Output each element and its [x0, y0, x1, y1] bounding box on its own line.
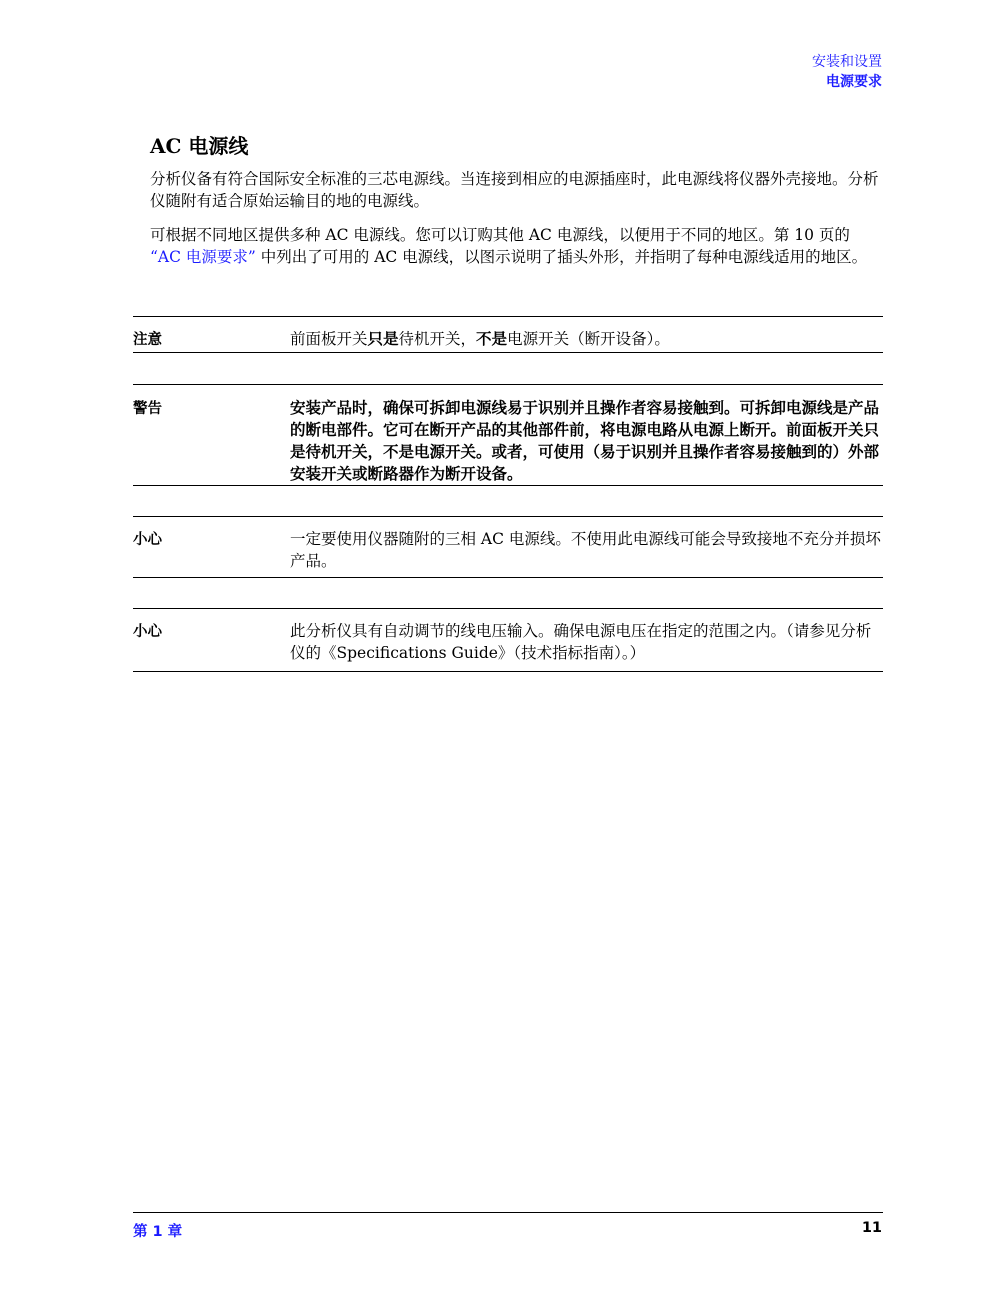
- caution-text: 一定要使用仪器随附的三相 AC 电源线。不使用此电源线可能会导致接地不充分并损坏产品。: [290, 530, 881, 570]
- paragraph-power-cord-intro: 分析仪备有符合国际安全标准的三芯电源线。当连接到相应的电源插座时，此电源线将仪器外壳接地。分析仪随附有适合原始运输目的地的电源线。: [150, 170, 879, 210]
- footer-divider: [133, 1212, 883, 1213]
- note-text-part: 电源开关（断开设备）。: [507, 330, 670, 348]
- header-subsection: 电源要求: [826, 74, 882, 90]
- para2-text-before: 可根据不同地区提供多种 AC 电源线。您可以订购其他 AC 电源线，以便用于不同的地区。第 10 页的: [150, 226, 850, 244]
- warning-block: [133, 384, 883, 486]
- paragraph-power-cord-options: [150, 224, 885, 268]
- para2-text-after: 中列出了可用的 AC 电源线，以图示说明了插头外形，并指明了每种电源线适用的地区。: [255, 248, 868, 266]
- note-text: [290, 328, 885, 350]
- running-header: [812, 52, 882, 92]
- note-block: [133, 316, 883, 353]
- note-text-part: 前面板开关: [290, 330, 368, 348]
- caution-block-power-cord: [133, 516, 883, 578]
- warning-text: 安装产品时，确保可拆卸电源线易于识别并且操作者容易接触到。可拆卸电源线是产品的断电部件。它可在断开产品的其他部件前，将电源电路从电源上断开。前面板开关只是待机开关，不是电源开关。或者，可使用（易于识别并且操作者容易接触到的）外部安装开关或断路器作为断开设备。: [290, 398, 880, 483]
- caution-text: 此分析仪具有自动调节的线电压输入。确保电源电压在指定的范围之内。（请参见分析仪的《Specifications Guide》（技术指标指南）。）: [290, 622, 872, 662]
- section-title: AC 电源线: [150, 134, 249, 158]
- warning-label: 警告: [133, 401, 162, 417]
- header-section: 安装和设置: [812, 54, 882, 70]
- caution-label: 小心: [133, 624, 162, 640]
- ac-power-requirements-link[interactable]: “AC 电源要求”: [150, 248, 256, 266]
- footer-page-number: 11: [861, 1220, 882, 1236]
- note-text-part: 待机开关，: [398, 330, 477, 348]
- note-label: 注意: [133, 332, 162, 348]
- caution-label: 小心: [133, 532, 162, 548]
- footer-chapter: 第 1 章: [133, 1224, 183, 1240]
- note-text-emphasis: 不是: [476, 329, 508, 348]
- note-text-emphasis: 只是: [367, 329, 399, 348]
- caution-block-line-voltage: [133, 608, 883, 672]
